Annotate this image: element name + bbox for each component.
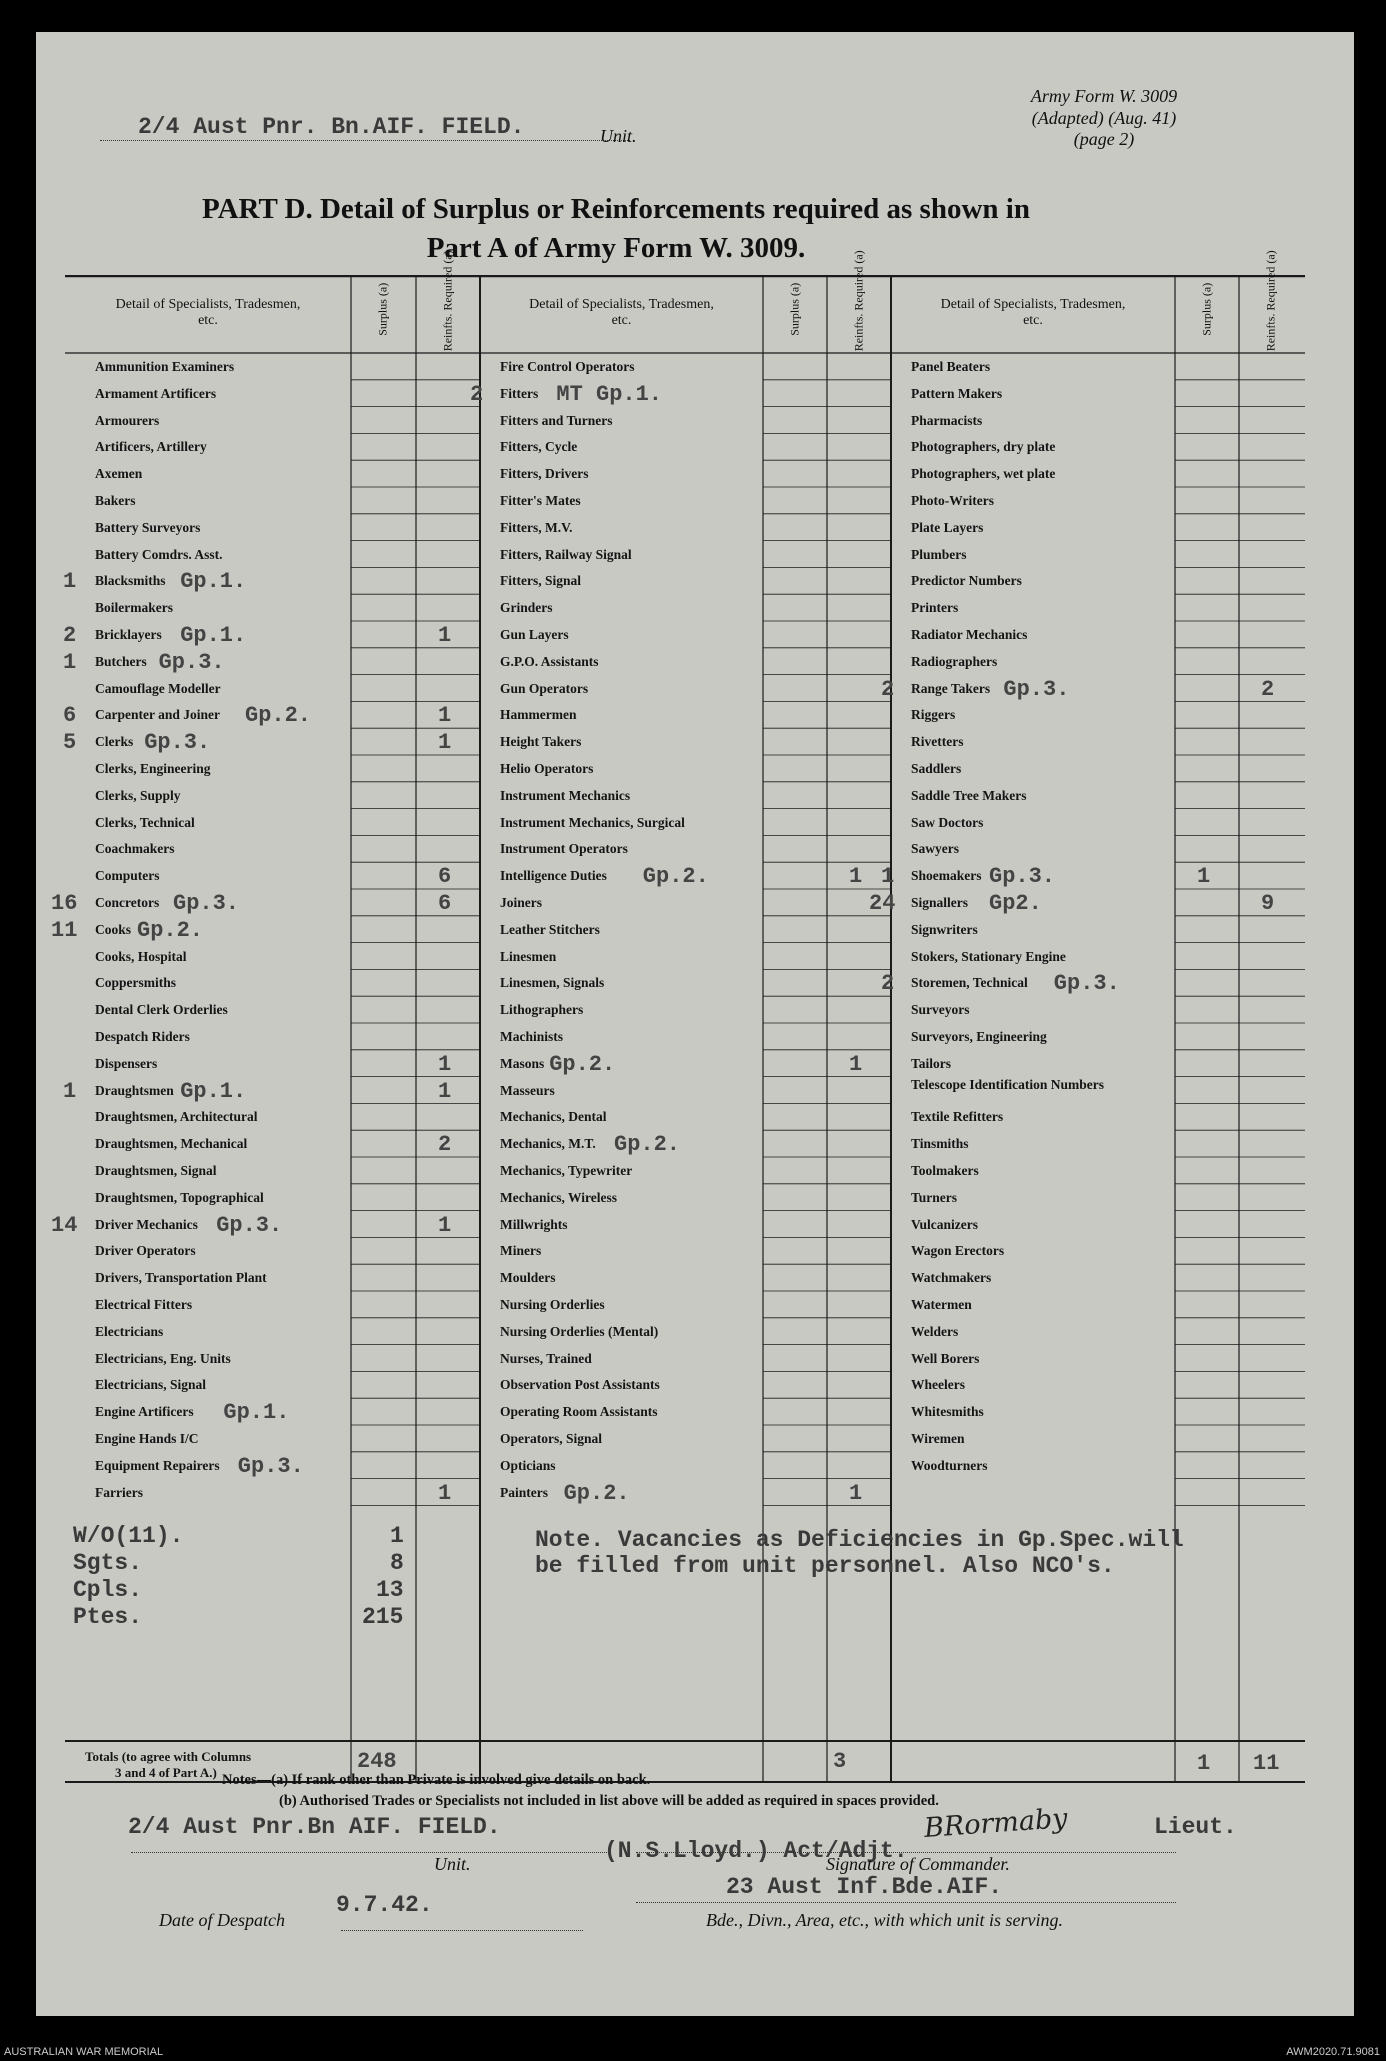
trade-label: Photographers, wet plate	[911, 466, 1056, 482]
trade-label: Mechanics, Wireless	[500, 1189, 617, 1205]
typed-group: Gp.1.	[180, 569, 247, 595]
trade-label: Turners	[911, 1189, 958, 1205]
trade-label: Panel Beaters	[911, 359, 991, 374]
trade-label: Signallers	[911, 895, 969, 910]
trade-label: Watchmakers	[911, 1270, 992, 1286]
commander-signature: BRormaby	[923, 1803, 1069, 1844]
archive-credit	[0, 2044, 1386, 2061]
trade-label: Fitters, M.V.	[500, 519, 573, 535]
note-b: (b) Authorised Trades or Specialists not included in list above will be added as required in spaces provided.	[279, 1793, 939, 1810]
trade-label: G.P.O. Assistants	[500, 653, 599, 669]
trade-label: Radiographers	[911, 653, 998, 669]
total-col3-reinfts: 11	[1253, 1751, 1280, 1776]
trade-label: Instrument Mechanics, Surgical	[500, 814, 685, 830]
trade-label: Grinders	[500, 600, 553, 616]
trade-label: Battery Comdrs. Asst.	[95, 546, 223, 562]
trade-label: Instrument Operators	[500, 841, 628, 857]
trade-label: Height Takers	[500, 734, 582, 750]
reinfts-value: 1	[438, 1078, 452, 1104]
trade-label: Engine Artificers	[95, 1404, 194, 1420]
trade-label: Computers	[95, 868, 160, 884]
unit-label: Unit.	[600, 126, 637, 146]
typed-group: Gp.2.	[614, 1132, 681, 1158]
typed-group: Gp.2.	[549, 1051, 616, 1077]
trade-label: Saw Doctors	[911, 814, 984, 830]
typed-group: Gp.2.	[137, 917, 204, 943]
unit-dotted-line	[100, 140, 630, 141]
surplus-value: 1	[1197, 864, 1211, 890]
vacancy-note-line-1: Note. Vacancies as Deficiencies in Gp.Spec.will	[535, 1527, 1184, 1554]
trade-label: Masseurs	[500, 1082, 555, 1098]
trade-label: Blacksmiths	[95, 573, 166, 589]
date-typed: 9.7.42.	[336, 1892, 433, 1918]
trade-label: Draughtsmen, Mechanical	[95, 1136, 248, 1152]
trade-label: Mechanics, Dental	[500, 1109, 607, 1125]
trade-label: Surveyors, Engineering	[911, 1029, 1047, 1044]
trade-label: Woodturners	[911, 1457, 988, 1473]
form-line-1: Army Form W. 3009	[1030, 86, 1178, 106]
typed-count: 5	[63, 730, 77, 756]
trade-label: Pharmacists	[911, 412, 983, 428]
trade-label: Intelligence Duties	[500, 868, 607, 884]
trade-label: Wagon Erectors	[911, 1243, 1005, 1259]
rank-count: 1	[390, 1523, 404, 1550]
form-line-2: (Adapted) (Aug. 41)	[1031, 107, 1177, 128]
trade-label: Electrical Fitters	[95, 1297, 193, 1312]
notes-block	[222, 1770, 939, 1812]
trade-label: Well Borers	[911, 1350, 980, 1366]
surplus-column-header: Surplus (a)	[787, 282, 802, 336]
note-a: Notes—(a) If rank other than Private is involved give details on back.	[222, 1772, 651, 1788]
trade-label: Plumbers	[911, 546, 967, 562]
reinfts-value: 1	[438, 623, 452, 648]
reinfts-value: 1	[438, 730, 452, 756]
signer-typed: (N.S.Lloyd.) Act/Adjt.	[604, 1838, 908, 1864]
trade-label: Fitters and Turners	[500, 412, 613, 428]
detail-column-header: Detail of Specialists, Tradesmen, etc.	[529, 297, 714, 329]
trade-label: Storemen, Technical	[911, 975, 1028, 991]
trade-label: Riggers	[911, 707, 956, 723]
trade-label: Clerks	[95, 734, 134, 750]
trade-label: Vulcanizers	[911, 1216, 978, 1232]
trade-label: Fitters, Railway Signal	[500, 546, 632, 562]
trade-label: Mechanics, M.T.	[500, 1136, 596, 1152]
trade-label: Signwriters	[911, 921, 978, 937]
trade-label: Gun Layers	[500, 627, 569, 642]
typed-count: 1	[63, 649, 77, 675]
trade-label: Drivers, Transportation Plant	[95, 1270, 267, 1286]
rank-count: 13	[376, 1577, 404, 1604]
unit-line	[100, 104, 660, 144]
trade-label: Machinists	[500, 1029, 564, 1044]
trade-label: Bricklayers	[95, 627, 162, 642]
trade-label: Butchers	[95, 653, 147, 669]
trade-label: Rivetters	[911, 734, 964, 750]
footer-unit-typed: 2/4 Aust Pnr.Bn AIF. FIELD.	[128, 1814, 501, 1840]
trade-label: Millwrights	[500, 1216, 568, 1232]
total-col1-reinfts: 248	[357, 1749, 397, 1774]
typed-count: 2	[881, 971, 895, 997]
reinfts-value: 1	[438, 1480, 452, 1506]
trade-label: Draughtsmen, Architectural	[95, 1109, 258, 1125]
trade-label: Photographers, dry plate	[911, 439, 1056, 455]
trade-label: Leather Stitchers	[500, 921, 600, 937]
trade-label: Armourers	[95, 412, 160, 428]
trade-label: Clerks, Engineering	[95, 761, 211, 776]
trade-label: Nursing Orderlies	[500, 1297, 605, 1312]
trade-label: Plate Layers	[911, 519, 984, 535]
typed-group: Gp.2.	[563, 1480, 630, 1506]
total-col3-surplus: 1	[1197, 1751, 1211, 1776]
typed-group: Gp.3.	[989, 864, 1056, 890]
signature-label: Signature of Commander.	[826, 1854, 1010, 1874]
trade-label: Operating Room Assistants	[500, 1404, 658, 1420]
form-page	[36, 32, 1354, 2016]
trade-label: Fitters, Drivers	[500, 466, 589, 482]
typed-count: 2	[470, 381, 484, 407]
trade-label: Tailors	[911, 1055, 952, 1071]
trade-label: Nurses, Trained	[500, 1350, 592, 1366]
title-line-2: Part A of Army Form W. 3009.	[426, 232, 806, 265]
typed-group: MT Gp.1.	[556, 381, 663, 407]
trade-label: Helio Operators	[500, 761, 594, 776]
trade-label: Carpenter and Joiner	[95, 707, 220, 723]
bde-line	[636, 1902, 1176, 1903]
totals-label-2: 3 and 4 of Part A.)	[115, 1765, 217, 1780]
typed-group: Gp.3.	[173, 891, 240, 916]
trade-label: Fitter's Mates	[500, 493, 581, 508]
trade-label: Electricians, Eng. Units	[95, 1350, 231, 1366]
trade-label: Draughtsmen, Signal	[95, 1163, 217, 1178]
reinfts-value: 1	[849, 1051, 863, 1077]
trade-label: Surveyors	[911, 1002, 970, 1018]
trade-label: Wiremen	[911, 1431, 965, 1446]
reinfts-value: 6	[438, 864, 452, 890]
trade-label: Sawyers	[911, 841, 959, 857]
typed-count: 1	[881, 864, 895, 890]
date-label: Date of Despatch	[159, 1910, 285, 1930]
typed-count: 16	[51, 891, 78, 916]
trade-label: Toolmakers	[911, 1163, 979, 1178]
reinfts-value: 1	[438, 1212, 452, 1238]
reinfts-column-header: Reinfts. Required (a)	[1263, 250, 1278, 352]
rank-count: 8	[390, 1550, 404, 1577]
trade-label: Driver Mechanics	[95, 1216, 198, 1232]
trade-label: Battery Surveyors	[95, 519, 201, 535]
reinfts-value: 2	[438, 1132, 452, 1158]
specialists-table	[51, 250, 1305, 1783]
trade-label: Dispensers	[95, 1055, 158, 1071]
rank-count: 215	[362, 1604, 404, 1631]
typed-group: Gp.1.	[180, 623, 247, 648]
credit-right: AWM2020.71.9081	[1286, 2046, 1380, 2058]
trade-label: Cooks, Hospital	[95, 948, 187, 964]
trade-label: Saddle Tree Makers	[911, 787, 1027, 803]
bde-typed: 23 Aust Inf.Bde.AIF.	[726, 1874, 1003, 1900]
trade-label: Pattern Makers	[911, 385, 1003, 401]
trade-label: Boilermakers	[95, 600, 173, 616]
typed-group: Gp.1.	[180, 1078, 247, 1104]
typed-group: Gp.3.	[1053, 971, 1120, 997]
trade-label: Shoemakers	[911, 868, 982, 884]
trade-label: Linesmen, Signals	[500, 975, 605, 991]
typed-count: 14	[51, 1212, 78, 1238]
trade-label: Watermen	[911, 1297, 972, 1312]
trade-label: Moulders	[500, 1270, 556, 1286]
trade-label: Operators, Signal	[500, 1431, 603, 1446]
rank-label: Ptes.	[73, 1604, 143, 1631]
trade-label: Telescope Identification Numbers	[911, 1076, 1104, 1092]
page-title	[116, 190, 1116, 268]
trade-label: Armament Artificers	[95, 385, 217, 401]
trade-label: Welders	[911, 1323, 959, 1339]
trade-label: Opticians	[500, 1457, 556, 1473]
totals-label-1: Totals (to agree with Columns	[85, 1749, 252, 1764]
trade-label: Electricians	[95, 1323, 164, 1339]
trade-label: Painters	[500, 1484, 548, 1500]
trade-label: Draughtsmen	[95, 1082, 174, 1098]
typed-count: 24	[869, 891, 896, 916]
typed-count: 2	[63, 623, 77, 648]
typed-group: Gp.3.	[1003, 676, 1070, 702]
trade-label: Observation Post Assistants	[500, 1377, 660, 1393]
reinfts-value: 9	[1261, 891, 1275, 916]
trade-label: Gun Operators	[500, 680, 589, 696]
trade-label: Photo-Writers	[911, 493, 994, 508]
reinfts-value: 1	[849, 1480, 863, 1506]
trade-label: Textile Refitters	[911, 1109, 1004, 1125]
form-line-3: (page 2)	[1073, 129, 1135, 150]
total-col2-reinfts: 3	[833, 1749, 847, 1774]
vacancy-note-line-2: be filled from unit personnel. Also NCO's.	[535, 1553, 1115, 1580]
title-line-1: PART D. Detail of Surplus or Reinforcements required as shown in	[202, 193, 1030, 225]
trade-label: Clerks, Technical	[95, 814, 195, 830]
trade-label: Draughtsmen, Topographical	[95, 1189, 264, 1205]
date-line	[341, 1930, 583, 1931]
trade-label: Coachmakers	[95, 841, 175, 857]
rank-label: Cpls.	[73, 1577, 143, 1604]
trade-label: Driver Operators	[95, 1243, 196, 1259]
typed-group: Gp.3.	[216, 1212, 283, 1238]
typed-count: 2	[881, 676, 895, 702]
reinfts-column-header: Reinfts. Required (a)	[851, 250, 866, 352]
trade-label: Predictor Numbers	[911, 573, 1022, 589]
reinfts-value: 6	[438, 891, 452, 916]
army-form-ref	[954, 86, 1254, 151]
footer-unit-label: Unit.	[434, 1854, 471, 1874]
reinfts-value: 1	[438, 703, 452, 729]
trade-label: Miners	[500, 1243, 542, 1259]
trade-label: Axemen	[95, 466, 143, 482]
trade-label: Concretors	[95, 895, 160, 910]
trade-label: Camouflage Modeller	[95, 680, 221, 696]
typed-group: Gp.3.	[158, 649, 225, 675]
reinfts-value: 1	[849, 864, 863, 890]
trade-label: Engine Hands I/C	[95, 1431, 199, 1446]
trade-label: Fire Control Operators	[500, 359, 635, 374]
trade-label: Lithographers	[500, 1002, 584, 1018]
trade-label: Linesmen	[500, 948, 557, 964]
reinfts-column-header: Reinfts. Required (a)	[440, 250, 455, 352]
trade-label: Saddlers	[911, 761, 962, 776]
trade-label: Electricians, Signal	[95, 1377, 206, 1393]
rank-label: Sgts.	[73, 1550, 143, 1577]
trade-label: Despatch Riders	[95, 1029, 190, 1044]
detail-column-header: Detail of Specialists, Tradesmen, etc.	[940, 297, 1126, 329]
typed-count: 1	[63, 1078, 77, 1104]
footer-unit-line	[131, 1852, 611, 1853]
credit-left: AUSTRALIAN WAR MEMORIAL	[4, 2046, 164, 2058]
surplus-column-header: Surplus (a)	[375, 282, 390, 336]
trade-label: Fitters, Signal	[500, 573, 581, 589]
trade-label: Masons	[500, 1055, 545, 1071]
trade-label: Fitters, Cycle	[500, 439, 578, 455]
trade-label: Coppersmiths	[95, 975, 177, 991]
trade-label: Fitters	[500, 385, 539, 401]
typed-count: 6	[63, 703, 77, 729]
trade-label: Tinsmiths	[911, 1136, 969, 1152]
trade-label: Wheelers	[911, 1377, 965, 1393]
detail-column-header: Detail of Specialists, Tradesmen, etc.	[115, 297, 301, 329]
trade-label: Radiator Mechanics	[911, 627, 1028, 642]
trade-label: Artificers, Artillery	[95, 439, 207, 455]
typed-group: Gp.3.	[144, 730, 211, 756]
trade-label: Stokers, Stationary Engine	[911, 948, 1066, 964]
rank-label: W/O(11).	[73, 1523, 184, 1550]
typed-group: Gp.2.	[245, 703, 312, 729]
trade-label: Ammunition Examiners	[95, 359, 235, 374]
reinfts-value: 1	[438, 1051, 452, 1077]
trade-label: Bakers	[95, 493, 136, 508]
trade-label: Mechanics, Typewriter	[500, 1163, 633, 1178]
reinfts-value: 2	[1261, 676, 1275, 702]
trade-label: Farriers	[95, 1484, 143, 1500]
unit-typed: 2/4 Aust Pnr. Bn.AIF. FIELD.	[138, 114, 525, 140]
trade-label: Range Takers	[911, 680, 991, 696]
trade-label: Printers	[911, 600, 959, 616]
typed-group: Gp2.	[989, 891, 1042, 916]
typed-group: Gp.3.	[237, 1453, 304, 1479]
trade-label: Whitesmiths	[911, 1404, 984, 1420]
typed-count: 11	[51, 917, 78, 943]
typed-count: 1	[63, 569, 77, 595]
typed-group: Gp.2.	[642, 864, 709, 890]
typed-group: Gp.1.	[223, 1400, 290, 1426]
bde-label: Bde., Divn., Area, etc., with which unit is serving.	[706, 1910, 1063, 1930]
trade-label: Nursing Orderlies (Mental)	[500, 1323, 659, 1339]
trade-label: Equipment Repairers	[95, 1457, 220, 1473]
signer-rank: Lieut.	[1154, 1814, 1237, 1840]
trade-label: Instrument Mechanics	[500, 787, 631, 803]
trade-label: Clerks, Supply	[95, 787, 181, 803]
trade-label: Joiners	[500, 895, 542, 910]
surplus-column-header: Surplus (a)	[1199, 282, 1214, 336]
trade-label: Cooks	[95, 921, 132, 937]
trade-label: Hammermen	[500, 707, 577, 723]
trade-label: Dental Clerk Orderlies	[95, 1002, 228, 1018]
